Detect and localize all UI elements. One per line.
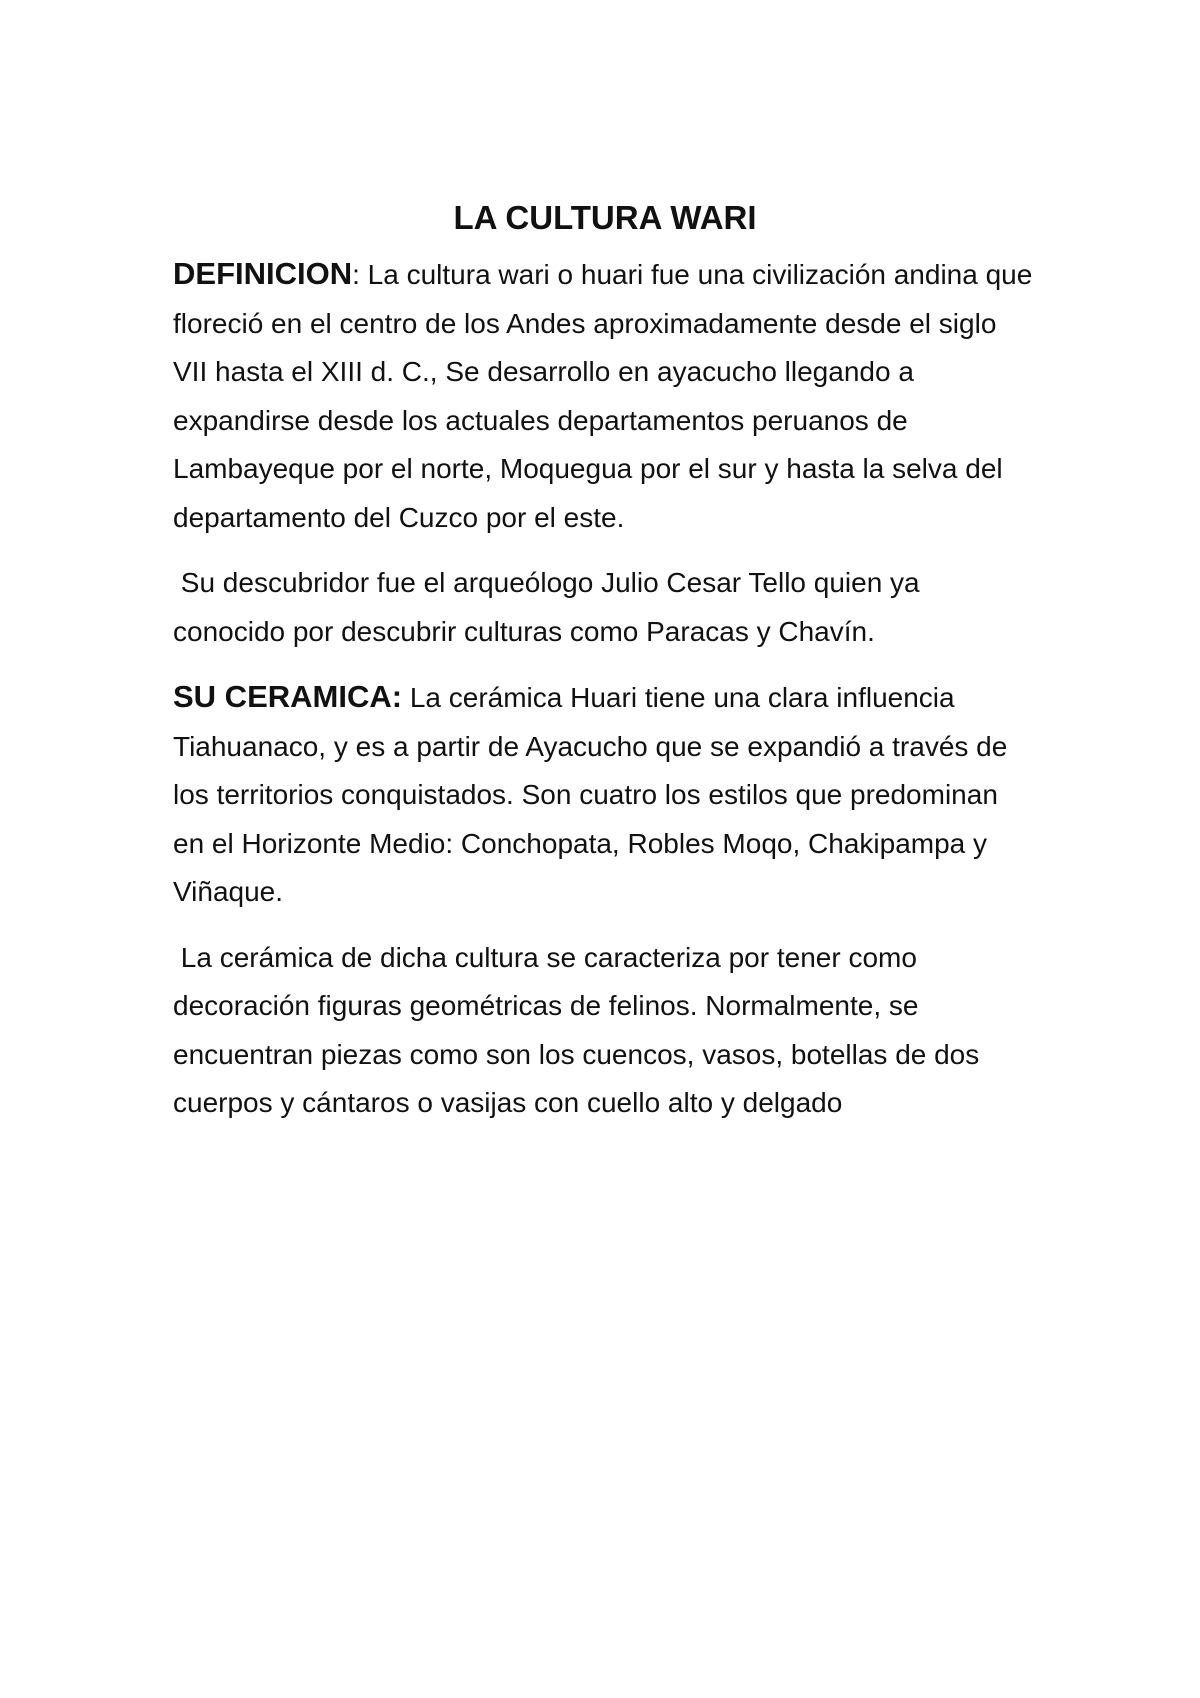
ceramics-text: La cerámica Huari tiene una clara influencia Tiahuanaco, y es a partir de Ayacucho que se expandió a través de los territorios conquistados. Son cuatro los estilos que predominan en el Horizonte Medio: Conchopata, Robles Moqo, Chakipampa y Viñaque. bbox=[173, 682, 1008, 907]
ceramics-label: SU CERAMICA: bbox=[173, 679, 403, 714]
document-title: LA CULTURA WARI bbox=[453, 199, 757, 236]
document-body bbox=[173, 194, 1033, 1145]
definition-label: DEFINICION bbox=[173, 256, 353, 291]
ceramics-paragraph bbox=[173, 673, 1033, 917]
discoverer-paragraph: Su descubridor fue el arqueólogo Julio Cesar Tello quien ya conocido por descubrir culturas como Paracas y Chavín. bbox=[173, 567, 928, 647]
decoration-paragraph: La cerámica de dicha cultura se caracteriza por tener como decoración figuras geométricas de felinos. Normalmente, se encuentran piezas como son los cuencos, vasos, botellas de dos cuerpos y cántaros o vasijas con cuello alto y delgado bbox=[173, 941, 988, 1118]
definition-paragraph bbox=[173, 250, 1033, 542]
definition-text: La cultura wari o huari fue una civilización andina que floreció en el centro de los Andes aproximadamente desde el siglo VII hasta el XIII d. C., Se desarrollo en ayacucho llegando a expandirse desde los actuales departamentos peruanos de Lambayeque por el norte, Moquegua por el sur y hasta la selva del departamento del Cuzco por el este. bbox=[173, 259, 1033, 533]
definition-colon: : bbox=[352, 259, 360, 290]
